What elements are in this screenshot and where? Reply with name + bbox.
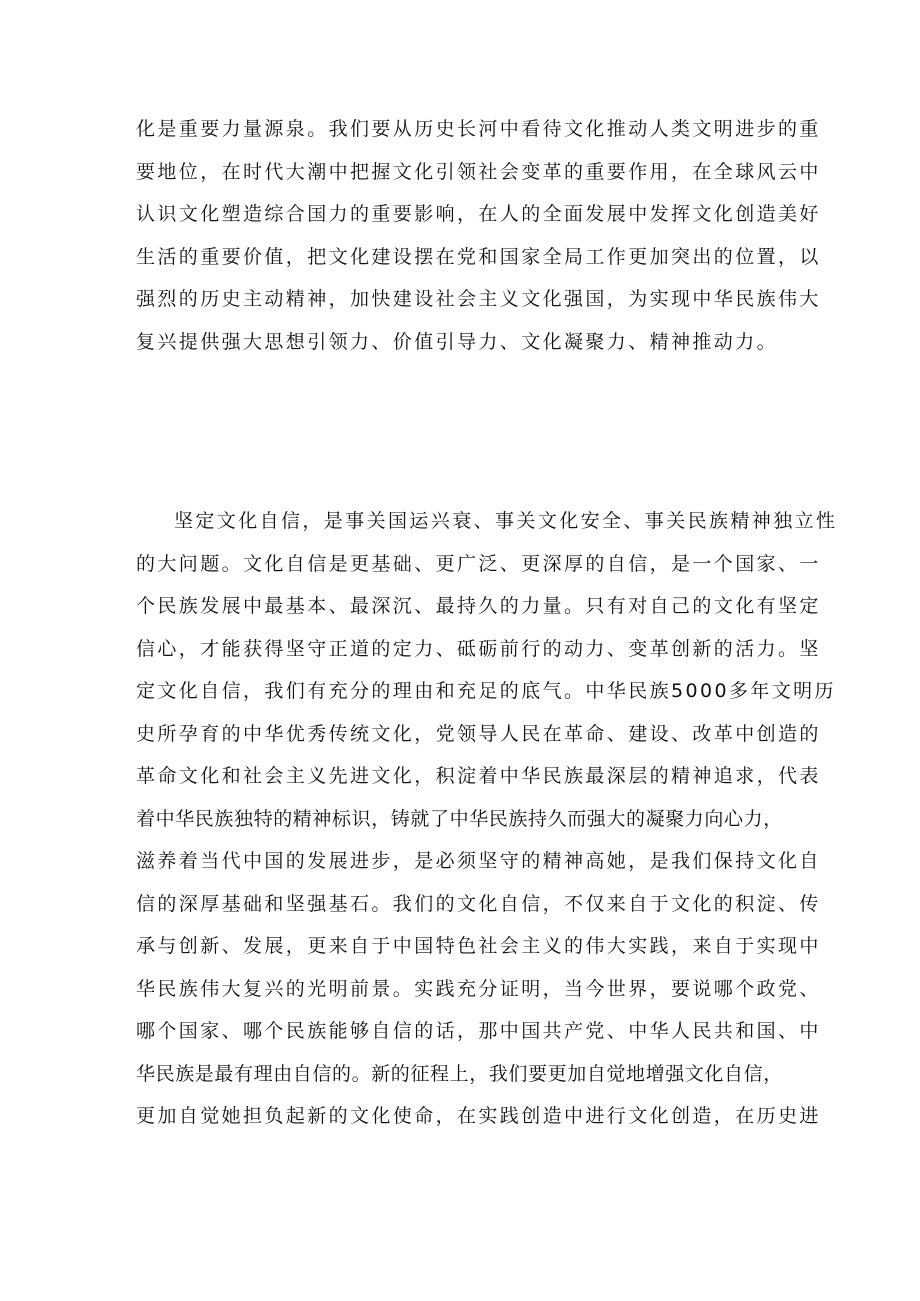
paragraph-line: 信的深厚基础和坚强基石。我们的文化自信，不仅来自于文化的积淀、传 (136, 892, 821, 915)
paragraph-line: 坚定文化自信，是事关国运兴衰、事关文化安全、事关民族精神独立性 (174, 510, 838, 532)
paragraph-line: 承与创新、发展，更来自于中国特色社会主义的伟大实践，来自于实现中 (136, 935, 821, 957)
paragraph-line: 史所孕育的中华优秀传统文化，党领导人民在革命、建设、改革中创造的 (136, 722, 821, 745)
paragraph-line: 哪个国家、哪个民族能够自信的话，那中国共产党、中华人民共和国、中 (136, 1020, 821, 1042)
paragraph-1 (136, 108, 821, 363)
paragraph-line: 华民族是最有理由自信的。新的征程上，我们要更加自觉地增强文化自信， (136, 1062, 783, 1085)
paragraph-line: 要地位，在时代大潮中把握文化引领社会变革的重要作用，在全球风云中 (136, 160, 821, 183)
paragraph-line: 认识文化塑造综合国力的重要影响，在人的全面发展中发挥文化创造美好 (136, 203, 821, 225)
paragraph-2 (136, 500, 838, 1138)
paragraph-line: 更加自觉她担负起新的文化使命，在实践创造中进行文化创造，在历史进 (136, 1105, 821, 1127)
paragraph-line: 信心，才能获得坚守正道的定力、砥砺前行的动力、变革创新的活力。坚 (136, 637, 821, 660)
paragraph-line: 着中华民族独特的精神标识，铸就了中华民族持久而强大的凝聚力向心力， (136, 807, 783, 830)
paragraph-line: 滋养着当代中国的发展进步，是必须坚守的精神高她，是我们保持文化自 (136, 850, 821, 872)
paragraph-line: 革命文化和社会主义先进文化，积淀着中华民族最深层的精神追求，代表 (136, 765, 821, 787)
paragraph-line: 个民族发展中最基本、最深沉、最持久的力量。只有对自己的文化有坚定 (136, 595, 821, 617)
paragraph-line: 生活的重要价值，把文化建设摆在党和国家全局工作更加突出的位置，以 (136, 245, 821, 268)
paragraph-line: 定文化自信，我们有充分的理由和充足的底气。中华民族5000多年文明历 (136, 680, 836, 702)
paragraph-line: 化是重要力量源泉。我们要从历史长河中看待文化推动人类文明进步的重 (136, 118, 821, 140)
paragraph-line: 华民族伟大复兴的光明前景。实践充分证明，当今世界，要说哪个政党、 (136, 977, 821, 1000)
paragraph-line: 的大问题。文化自信是更基础、更广泛、更深厚的自信，是一个国家、一 (136, 552, 821, 575)
paragraph-line: 复兴提供强大思想引领力、价值引导力、文化凝聚力、精神推动力。 (136, 330, 779, 353)
paragraph-line: 强烈的历史主动精神，加快建设社会主义文化强国，为实现中华民族伟大 (136, 288, 821, 310)
